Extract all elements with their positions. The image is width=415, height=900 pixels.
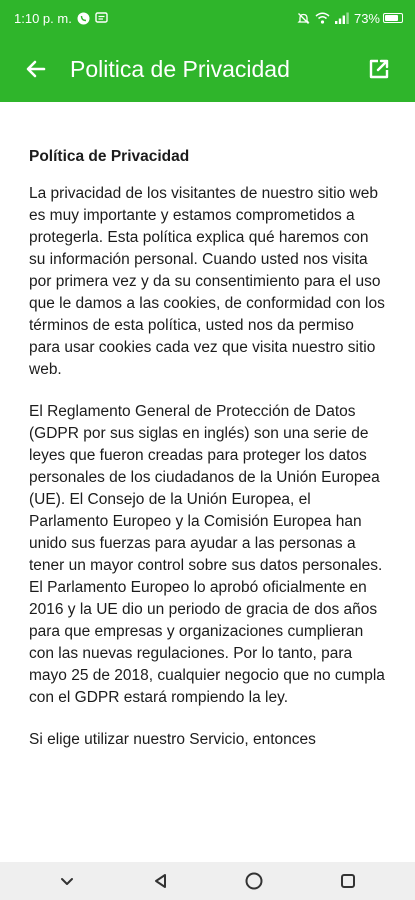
page-title: Politica de Privacidad xyxy=(70,55,290,82)
document-paragraph: Si elige utilizar nuestro Servicio, entonces xyxy=(29,731,316,748)
home-circle-icon xyxy=(244,871,264,891)
back-triangle-icon xyxy=(152,872,170,890)
wifi-icon xyxy=(315,12,330,24)
message-icon xyxy=(95,12,108,24)
document-paragraph: La privacidad de los visitantes de nuestro sitio web es muy importante y estamos comprometidos a protegerla. Esta política explica qué haremos con su información personal. Cuando usted nos visita por primera vez y da su consentimiento para el uso que le damos a las cookies, de conformidad con los términos de esta política, usted nos da permiso para usar cookies cada vez que visita nuestro sitio web. xyxy=(29,185,385,378)
nav-back-button[interactable] xyxy=(141,865,181,897)
status-bar xyxy=(0,0,415,36)
battery-fill xyxy=(385,15,398,21)
navigation-bar xyxy=(0,862,415,900)
document-paragraph: El Reglamento General de Protección de Datos (GDPR por sus siglas en inglés) son una serie de leyes que fueron creadas para proteger los datos personales de los ciudadanos de la Unión Europea (UE). El Consejo de la Unión Europea, el Parlamento Europeo y la Comisión Europea han unido sus fuerzas para ayudar a las personas a tener un mayor control sobre sus datos personales. El Parlamento Europeo lo aprobó oficialmente en 2016 y la UE dio un periodo de gracia de dos años para que empresas y organizaciones cumplieran con las nuevas regulaciones. Por lo tanto, para mayo 25 de 2018, cualquier negocio que no cumpla con el GDPR estará rompiendo la ley. xyxy=(29,403,385,706)
status-right xyxy=(297,11,403,26)
open-in-new-icon xyxy=(367,57,391,81)
chevron-down-icon xyxy=(58,872,76,890)
status-left xyxy=(14,11,108,26)
battery-icon xyxy=(383,13,403,23)
recents-square-icon xyxy=(339,872,357,890)
status-time: 1:10 p. m. xyxy=(14,10,72,26)
back-button[interactable] xyxy=(14,47,58,91)
app-bar xyxy=(0,36,415,102)
nav-home-button[interactable] xyxy=(234,865,274,897)
battery-indicator xyxy=(354,11,403,26)
mute-icon xyxy=(297,12,310,25)
document-heading: Política de Privacidad xyxy=(29,148,190,165)
battery-percent: 73% xyxy=(353,10,380,26)
policy-content[interactable] xyxy=(0,102,415,862)
whatsapp-icon xyxy=(77,12,90,25)
signal-icon xyxy=(335,12,349,24)
nav-recents-button[interactable] xyxy=(328,865,368,897)
hide-nav-button[interactable] xyxy=(47,865,87,897)
open-in-browser-button[interactable] xyxy=(357,47,401,91)
arrow-back-icon xyxy=(24,57,48,81)
